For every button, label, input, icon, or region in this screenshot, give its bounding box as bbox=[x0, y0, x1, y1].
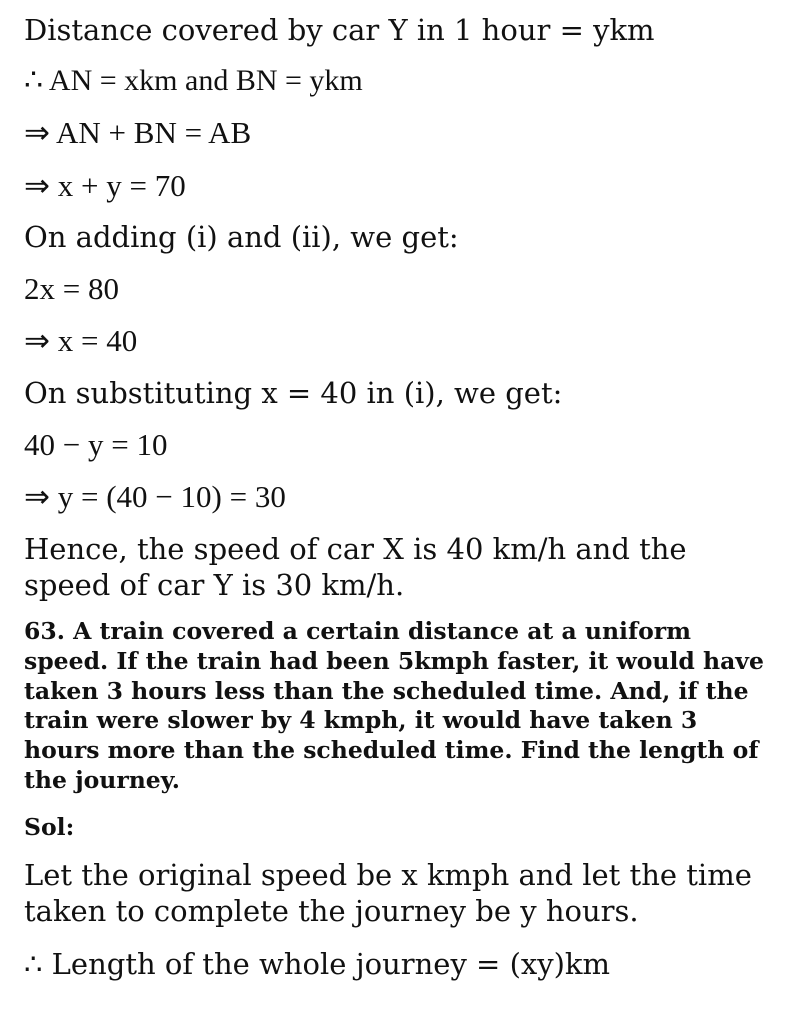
equation-line: 40 − y = 10 bbox=[24, 427, 168, 462]
text-line: Distance covered by car Y in 1 hour = ykm bbox=[24, 13, 655, 47]
equation-line: 2x = 80 bbox=[24, 271, 119, 306]
text-line: ∴ Length of the whole journey = (xy)km bbox=[24, 947, 611, 981]
question-text: 63. A train covered a certain distance at a uniform speed. If the train had been 5kmph faster, it would have taken 3 hours less than the scheduled time. And, if the train were slower by 4 kmph, it would have taken 3 hours more than the scheduled time. Find the length of the journey. bbox=[24, 617, 764, 794]
text-line: ∴ AN = xkm and BN = ykm bbox=[24, 64, 363, 97]
text-line: On substituting x = 40 in (i), we get: bbox=[24, 376, 563, 410]
text-line: On adding (i) and (ii), we get: bbox=[24, 220, 459, 254]
conclusion-paragraph: Hence, the speed of car X is 40 km/h and the speed of car Y is 30 km/h. bbox=[24, 532, 687, 602]
equation-line: ⇒ AN + BN = AB bbox=[24, 115, 252, 150]
equation-line: ⇒ y = (40 − 10) = 30 bbox=[24, 479, 286, 514]
equation-line: ⇒ x + y = 70 bbox=[24, 168, 186, 203]
equation-line: ⇒ x = 40 bbox=[24, 323, 138, 358]
solution-heading: Sol: bbox=[24, 813, 75, 841]
solution-intro: Let the original speed be x kmph and let the time taken to complete the journey be y hours. bbox=[24, 858, 752, 928]
